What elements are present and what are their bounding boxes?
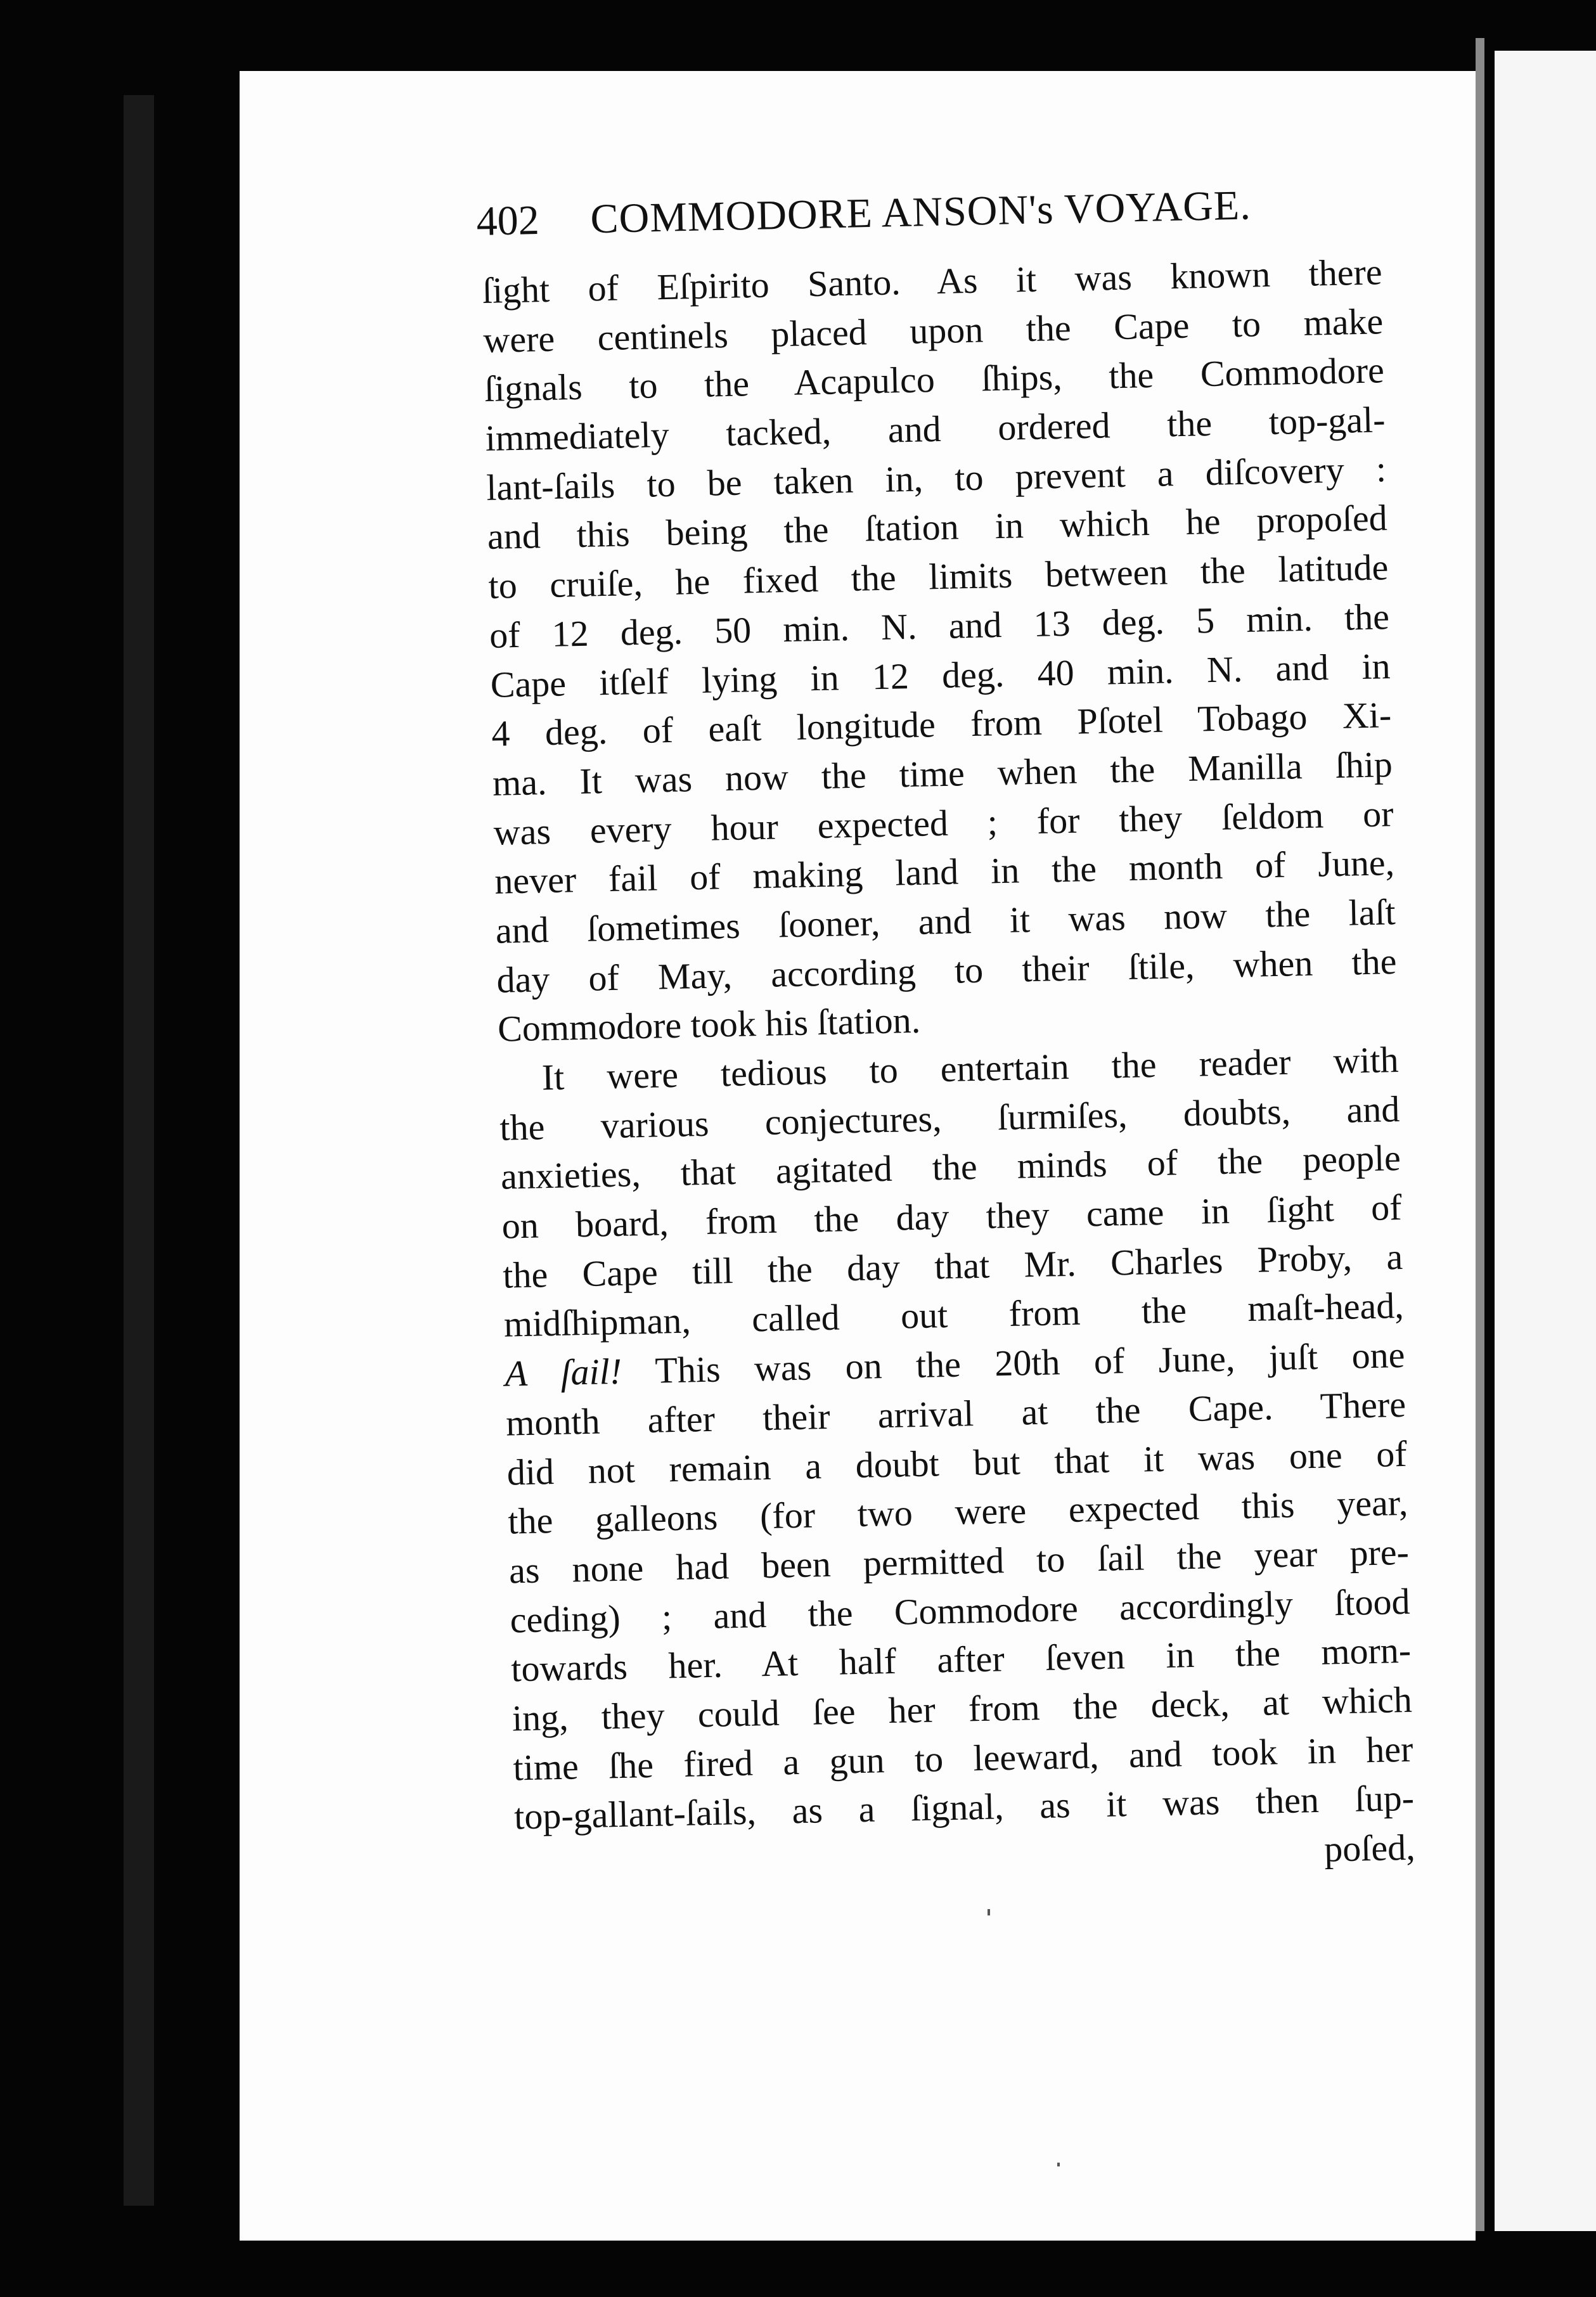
binding-shadow bbox=[124, 95, 154, 2206]
text-line: This was on the 20th of June, juſt one bbox=[654, 1334, 1405, 1391]
gutter bbox=[1484, 38, 1495, 2231]
facing-page bbox=[1495, 51, 1596, 2231]
text-line: lant-ſails to be taken in, to prevent a diſcovery : bbox=[486, 447, 1387, 508]
text-line: towards her. At half after ſeven in the morn- bbox=[510, 1630, 1412, 1690]
text-line: the galleons (for two were expected this year, bbox=[507, 1482, 1408, 1542]
text-line: were centinels placed upon the Cape to make bbox=[482, 300, 1384, 361]
running-title: COMMODORE ANSON's VOYAGE. bbox=[589, 182, 1252, 243]
text-line: ceding) ; and the Commodore accordingly ſtood bbox=[510, 1580, 1411, 1641]
text-line: the various conjectures, ſurmiſes, doubts, and bbox=[499, 1088, 1400, 1148]
text-line: ma. It was now the time when the Manilla ſhip bbox=[492, 743, 1393, 804]
paper-speck bbox=[1057, 2163, 1060, 2166]
text-line: Cape itſelf lying in 12 deg. 40 min. N. and in bbox=[490, 645, 1391, 705]
text-line: ing, they could ſee her from the deck, at which bbox=[512, 1678, 1413, 1739]
text-line: to cruiſe, he fixed the limits between the latitude bbox=[487, 546, 1389, 607]
text-line: month after their arrival at the Cape. There bbox=[505, 1383, 1406, 1444]
text-line: time ſhe fired a gun to leeward, and took in her bbox=[512, 1728, 1413, 1789]
text-line: It were tedious to entertain the reader with bbox=[541, 1038, 1400, 1098]
paper-speck bbox=[988, 1909, 990, 1915]
italic-phrase: A ſail! bbox=[504, 1350, 622, 1394]
facing-page-edge bbox=[1476, 38, 1484, 2231]
text-line: midſhipman, called out from the maſt-head, bbox=[503, 1285, 1405, 1346]
text-line: never fail of making land in the month of June, bbox=[494, 842, 1395, 903]
text-line: was every hour expected ; for they ſeldom or bbox=[493, 792, 1394, 853]
text-line: day of May, according to their ſtile, when the bbox=[496, 940, 1397, 1001]
text-line: did not remain a doubt but that it was one of bbox=[506, 1432, 1408, 1493]
catchword: poſed, bbox=[1323, 1826, 1416, 1870]
text-line: the Cape till the day that Mr. Charles Proby, a bbox=[502, 1235, 1403, 1296]
page-number: 402 bbox=[475, 196, 540, 245]
text-line: ſignals to the Acapulco ſhips, the Commodore bbox=[484, 349, 1385, 410]
text-line: as none had been permitted to ſail the year pre- bbox=[508, 1531, 1410, 1592]
text-line: on board, from the day they came in ſight of bbox=[501, 1186, 1403, 1247]
text-line: ſight of Eſpirito Santo. As it was known there bbox=[482, 251, 1383, 311]
text-line: and this being the ſtation in which he propoſed bbox=[487, 497, 1388, 558]
text-line: top-gallant-ſails, as a ſignal, as it was then ſup- bbox=[513, 1777, 1415, 1837]
text-line: and ſometimes ſooner, and it was now the laſt bbox=[495, 891, 1396, 951]
body-text bbox=[482, 247, 1415, 1891]
text-line: immediately tacked, and ordered the top-gal- bbox=[485, 399, 1386, 459]
text-line: anxieties, that agitated the minds of the people bbox=[500, 1137, 1401, 1198]
text-line: Commodore took his ſtation. bbox=[497, 1000, 921, 1050]
text-line: of 12 deg. 50 min. N. and 13 deg. 5 min. the bbox=[489, 595, 1390, 656]
text-line: 4 deg. of eaſt longitude from Pſotel Tobago Xi- bbox=[491, 694, 1392, 755]
